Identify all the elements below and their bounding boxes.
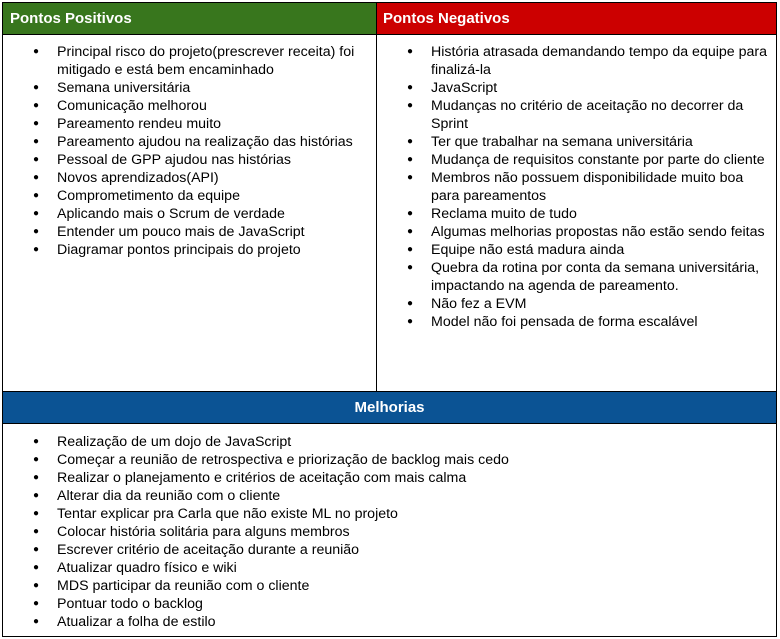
list-item: ● Model não foi pensada de forma escalável [379,313,767,331]
list-item: ● Pareamento ajudou na realização das histórias [5,133,371,151]
list-item: ● Mudanças no critério de aceitação no decorrer da Sprint [379,97,767,133]
list-item: ● Pareamento rendeu muito [5,115,371,133]
melhorias-body [2,423,777,637]
list-item: ● Não fez a EVM [379,295,767,313]
list-item: ● Semana universitária [5,79,371,97]
list-item: ● Diagramar pontos principais do projeto [5,241,371,259]
list-item: ● Colocar história solitária para alguns membros [5,523,765,541]
list-item: ● MDS participar da reunião com o cliente [5,577,765,595]
negativos-list [379,43,767,331]
list-item: ● Equipe não está madura ainda [379,241,767,259]
list-item: ● Ter que trabalhar na semana universitária [379,133,767,151]
list-item: ● Principal risco do projeto(prescrever receita) foi mitigado e está bem encaminhado [5,43,371,79]
positivos-header [2,2,377,35]
list-item: ● Alterar dia da reunião com o cliente [5,487,765,505]
melhorias-title: Melhorias [354,399,425,416]
melhorias-list [5,433,765,631]
list-item: ● Realizar o planejamento e critérios de aceitação com mais calma [5,469,765,487]
list-item: ● Membros não possuem disponibilidade muito boa para pareamentos [379,169,767,205]
list-item: ● Atualizar quadro físico e wiki [5,559,765,577]
melhorias-header [2,391,777,424]
list-item: ● Comprometimento da equipe [5,187,371,205]
positivos-list [5,43,371,259]
list-item: ● Comunicação melhorou [5,97,371,115]
list-item: ● Aplicando mais o Scrum de verdade [5,205,371,223]
list-item: ● Atualizar a folha de estilo [5,613,765,631]
list-item: ● Realização de um dojo de JavaScript [5,433,765,451]
list-item: ● Algumas melhorias propostas não estão sendo feitas [379,223,767,241]
list-item: ● Reclama muito de tudo [379,205,767,223]
list-item: ● Quebra da rotina por conta da semana universitária, impactando na agenda de pareamento. [379,259,767,295]
negativos-title: Pontos Negativos [383,10,510,27]
list-item: ● Tentar explicar pra Carla que não existe ML no projeto [5,505,765,523]
list-item: ● Pessoal de GPP ajudou nas histórias [5,151,371,169]
list-item: ● História atrasada demandando tempo da equipe para finalizá-la [379,43,767,79]
negativos-header [376,2,777,35]
list-item: ● Entender um pouco mais de JavaScript [5,223,371,241]
list-item: ● Pontuar todo o backlog [5,595,765,613]
list-item: ● JavaScript [379,79,767,97]
positivos-title: Pontos Positivos [10,10,132,27]
list-item: ● Novos aprendizados(API) [5,169,371,187]
positivos-body [2,34,377,392]
list-item: ● Escrever critério de aceitação durante a reunião [5,541,765,559]
list-item: ● Começar a reunião de retrospectiva e priorização de backlog mais cedo [5,451,765,469]
list-item: ● Mudança de requisitos constante por parte do cliente [379,151,767,169]
negativos-body [376,34,777,392]
